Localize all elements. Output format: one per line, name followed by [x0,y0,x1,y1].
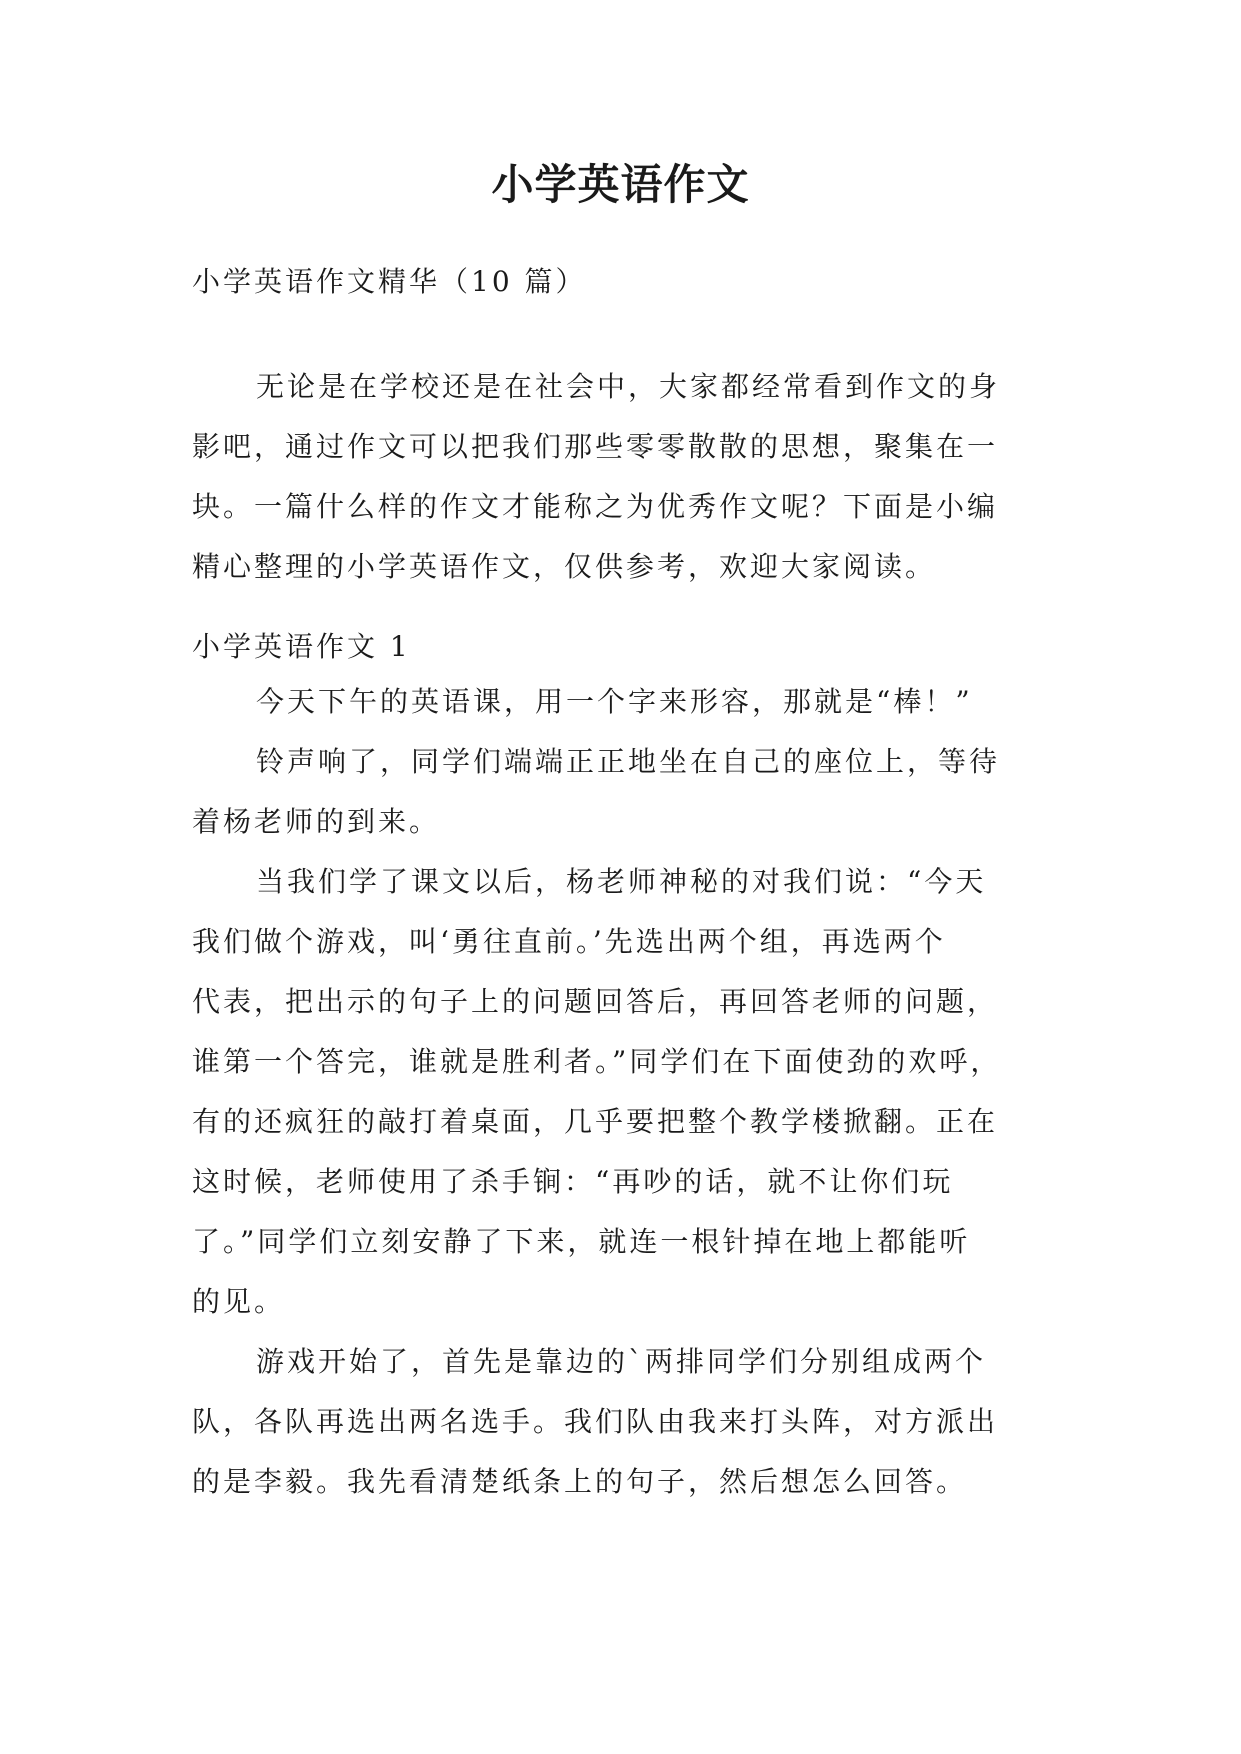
document-title: 小学英语作文 [491,160,750,209]
essay-body [192,672,1072,1512]
body-line: 这时候，老师使用了杀手锏：“再吵的话，就不让你们玩 [192,1165,954,1198]
intro-line: 块。一篇什么样的作文才能称之为优秀作文呢？下面是小编 [192,490,999,523]
subtitle-text: 小学英语作文精华（10 篇） [192,265,587,298]
body-line: 铃声响了，同学们端端正正地坐在自己的座位上，等待 [256,745,1001,778]
body-line: 我们做个游戏，叫‘勇往直前。’先选出两个组，再选两个 [192,925,946,958]
section-heading-text: 小学英语作文 1 [192,630,411,663]
body-line: 的见。 [192,1285,286,1318]
document-subtitle [192,252,1072,312]
body-line: 代表，把出示的句子上的问题回答后，再回答老师的问题， [192,985,999,1018]
body-line: 有的还疯狂的敲打着桌面，几乎要把整个教学楼掀翻。正在 [192,1105,999,1138]
body-line: 今天下午的英语课，用一个字来形容，那就是“棒！” [256,685,973,718]
intro-line: 精心整理的小学英语作文，仅供参考，欢迎大家阅读。 [192,550,937,583]
body-line: 游戏开始了，首先是靠边的`两排同学们分别组成两个 [256,1345,987,1378]
body-line: 着杨老师的到来。 [192,805,441,838]
intro-line: 影吧，通过作文可以把我们那些零零散散的思想，聚集在一 [192,430,999,463]
body-line: 当我们学了课文以后，杨老师神秘的对我们说：“今天 [256,865,987,898]
body-line: 队，各队再选出两名选手。我们队由我来打头阵，对方派出 [192,1405,999,1438]
intro-line: 无论是在学校还是在社会中，大家都经常看到作文的身 [256,370,1001,403]
body-line: 谁第一个答完，谁就是胜利者。”同学们在下面使劲的欢呼， [192,1045,1002,1078]
intro-paragraph [192,357,1072,597]
section-heading [192,617,1072,677]
body-line: 了。”同学们立刻安静了下来，就连一根针掉在地上都能听 [192,1225,971,1258]
body-line: 的是李毅。我先看清楚纸条上的句子，然后想怎么回答。 [192,1465,968,1498]
